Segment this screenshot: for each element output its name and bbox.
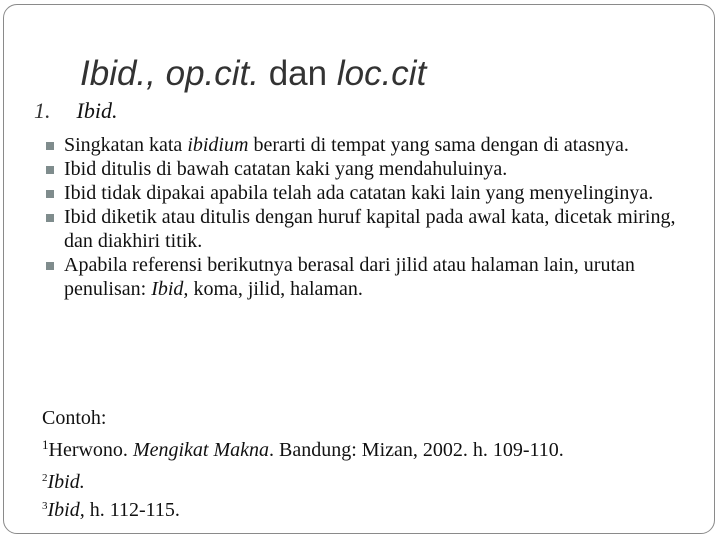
footnote-publication: . Bandung: Mizan, 2002. h. 109-110.	[269, 439, 564, 461]
bullet-text: Singkatan kata	[64, 134, 188, 156]
example-footnote-1	[42, 438, 564, 460]
bullet-item	[44, 157, 684, 181]
example-footnote-2	[42, 472, 85, 492]
bullet-text: berarti di tempat yang sama dengan di atasnya.	[248, 134, 629, 156]
footnote-number: 1	[42, 437, 49, 452]
square-bullet-icon	[46, 190, 54, 198]
bullet-item	[44, 253, 684, 301]
example-footnote-3	[42, 500, 180, 520]
footnote-ibid: Ibid.	[47, 471, 85, 493]
bullet-italic-text: Ibid,	[151, 278, 189, 300]
footnote-book-title: Mengikat Makna	[132, 439, 270, 461]
bullet-text: Apabila referensi berikutnya berasal dari jilid atau halaman lain, urutan penulisan:	[64, 254, 635, 300]
square-bullet-icon	[46, 166, 54, 174]
slide-title	[80, 56, 426, 91]
section-heading-text: Ibid.	[76, 98, 118, 123]
title-dan: dan	[258, 54, 337, 93]
footnote-pages: h. 112-115.	[84, 499, 180, 521]
bullet-item	[44, 181, 684, 205]
square-bullet-icon	[46, 214, 54, 222]
section-number: 1.	[34, 98, 51, 123]
bullet-text: Ibid ditulis di bawah catatan kaki yang mendahuluinya.	[64, 158, 508, 180]
bullet-item	[44, 205, 684, 253]
footnote-ibid: Ibid,	[47, 499, 85, 521]
title-ibid-opcit: Ibid., op.cit.	[80, 54, 259, 93]
bullet-italic-text: ibidium	[187, 134, 249, 156]
footnote-author: Herwono.	[48, 439, 133, 461]
footnote-number: 3	[42, 500, 48, 512]
example-label: Contoh:	[42, 407, 107, 429]
square-bullet-icon	[46, 262, 54, 270]
title-loccit: loc.cit	[336, 54, 427, 93]
square-bullet-icon	[46, 142, 54, 150]
bullet-list	[44, 133, 684, 301]
section-heading	[34, 100, 117, 122]
bullet-text: koma, jilid, halaman.	[188, 278, 363, 300]
bullet-text: Ibid tidak dipakai apabila telah ada catatan kaki lain yang menyelinginya.	[64, 182, 654, 204]
bullet-text: Ibid diketik atau ditulis dengan huruf kapital pada awal kata, dicetak miring, dan diakhiri titik.	[64, 206, 676, 252]
bullet-item	[44, 133, 684, 157]
footnote-number: 2	[42, 472, 48, 484]
